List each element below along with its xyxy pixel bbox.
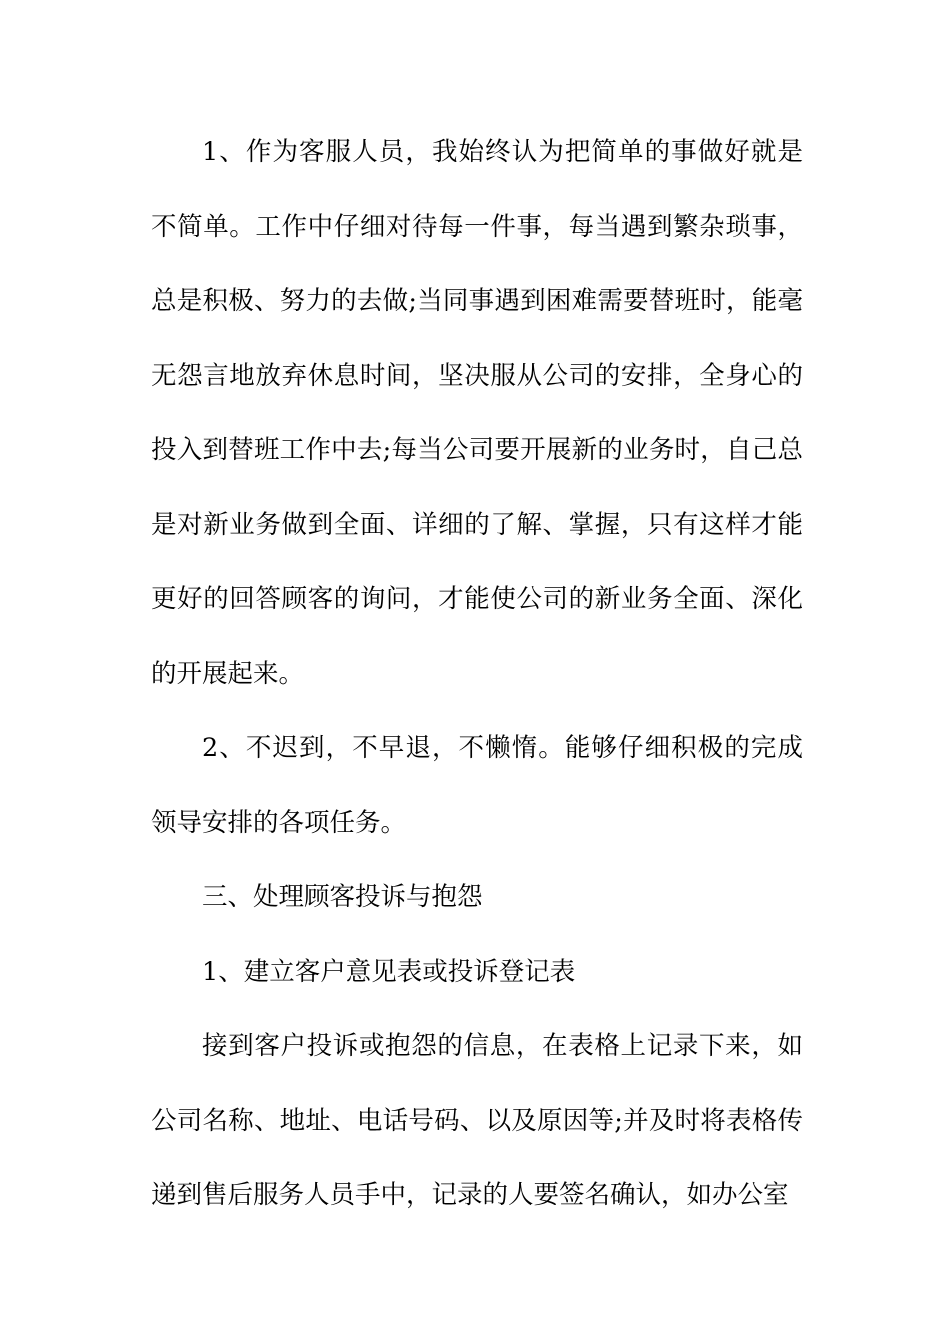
section-heading-complaints: 三、处理顾客投诉与抱怨 xyxy=(202,882,483,912)
paragraph-punctuality: 2、不迟到，不早退，不懒惰。能够仔细积极的完成领导安排的各项任务。 xyxy=(151,733,803,838)
document-body xyxy=(151,115,803,1233)
paragraph-complaint-recording: 接到客户投诉或抱怨的信息，在表格上记录下来，如公司名称、地址、电话号码、以及原因等;并及时将表格传递到售后服务人员手中，记录的人要签名确认，如办公室 xyxy=(151,1031,803,1210)
subheading-complaint-register: 1、建立客户意见表或投诉登记表 xyxy=(202,956,576,987)
paragraph-customer-service-attitude: 1、作为客服人员，我始终认为把简单的事做好就是不简单。工作中仔细对待每一件事，每当遇到繁杂琐事，总是积极、努力的去做;当同事遇到困难需要替班时，能毫无怨言地放弃休息时间，坚决服从公司的安排，全身心的投入到替班工作中去;每当公司要开展新的业务时，自己总是对新业务做到全面、详细的了解、掌握，只有这样才能更好的回答顾客的询问，才能使公司的新业务全面、深化的开展起来。 xyxy=(151,137,803,689)
